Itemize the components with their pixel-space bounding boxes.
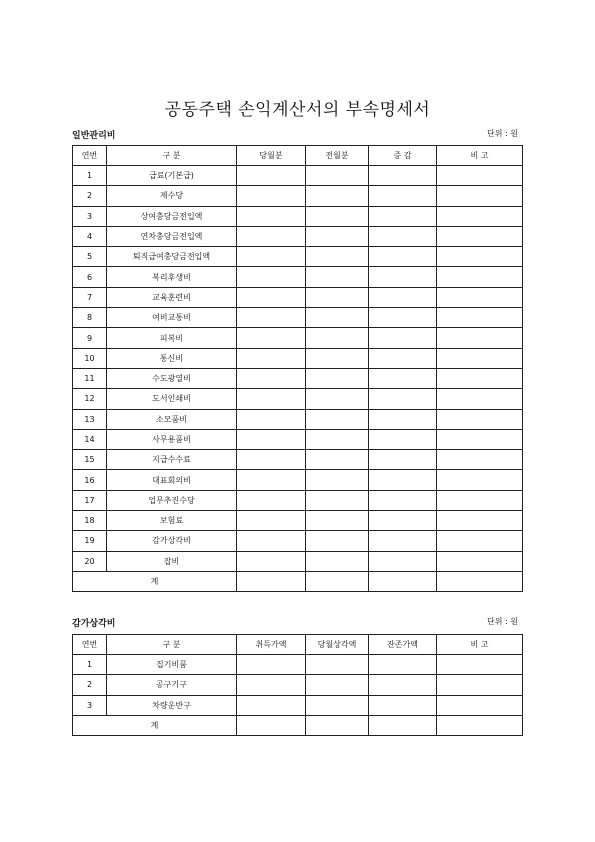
total-remarks-cell[interactable] [437,571,523,591]
column-header-current-month: 당월분 [237,146,306,166]
value-cell[interactable] [306,368,369,388]
page-title: 공동주택 손익계산서의 부속명세서 [164,100,431,120]
column-header-previous-month: 전월분 [306,146,369,166]
value-cell[interactable] [369,267,437,287]
row-item-name: 교육훈련비 [107,287,237,307]
remarks-cell[interactable] [437,389,523,409]
column-header-acquisition-cost: 취득가액 [237,635,306,655]
value-cell[interactable] [306,490,369,510]
value-cell[interactable] [306,247,369,267]
remarks-cell[interactable] [437,695,523,715]
row-number: 7 [73,287,107,307]
column-header-remarks: 비 고 [437,635,523,655]
row-number: 2 [73,675,107,695]
table-row [73,409,523,429]
remarks-cell[interactable] [437,450,523,470]
total-value-cell[interactable] [369,571,437,591]
total-label: 계 [73,571,237,591]
table-row [73,308,523,328]
table-row [73,186,523,206]
value-cell[interactable] [237,287,306,307]
row-item-name: 보험료 [107,511,237,531]
table-row [73,267,523,287]
value-cell[interactable] [237,470,306,490]
value-cell[interactable] [369,675,437,695]
value-cell[interactable] [237,186,306,206]
remarks-cell[interactable] [437,267,523,287]
row-item-name: 복리후생비 [107,267,237,287]
remarks-cell[interactable] [437,166,523,186]
value-cell[interactable] [306,166,369,186]
table-row [73,226,523,246]
remarks-cell[interactable] [437,490,523,510]
total-value-cell[interactable] [306,571,369,591]
value-cell[interactable] [306,308,369,328]
row-number: 8 [73,308,107,328]
row-item-name: 공구기구 [107,675,237,695]
table-row [73,511,523,531]
value-cell[interactable] [237,511,306,531]
value-cell[interactable] [369,409,437,429]
remarks-cell[interactable] [437,470,523,490]
row-item-name: 상여충당금전입액 [107,206,237,226]
value-cell[interactable] [306,226,369,246]
table-row [73,389,523,409]
value-cell[interactable] [369,368,437,388]
table-header-row [73,635,523,655]
unit-label: 단위 : 원 [487,129,518,138]
section-label: 감가상각비 [72,619,116,629]
row-item-name: 차량운반구 [107,695,237,715]
table-row [73,450,523,470]
value-cell[interactable] [306,429,369,449]
remarks-cell[interactable] [437,429,523,449]
value-cell[interactable] [237,551,306,571]
value-cell[interactable] [306,531,369,551]
row-number: 10 [73,348,107,368]
value-cell[interactable] [369,348,437,368]
value-cell[interactable] [237,206,306,226]
row-number: 16 [73,470,107,490]
value-cell[interactable] [369,511,437,531]
table-row [73,531,523,551]
remarks-cell[interactable] [437,551,523,571]
value-cell[interactable] [306,186,369,206]
value-cell[interactable] [369,531,437,551]
value-cell[interactable] [237,695,306,715]
table-row [73,695,523,715]
remarks-cell[interactable] [437,247,523,267]
value-cell[interactable] [369,551,437,571]
value-cell[interactable] [369,429,437,449]
row-item-name: 감가상각비 [107,531,237,551]
total-row [73,571,523,591]
table-header-row [73,146,523,166]
value-cell[interactable] [369,308,437,328]
row-item-name: 피복비 [107,328,237,348]
value-cell[interactable] [237,226,306,246]
table-row [73,287,523,307]
table-row [73,490,523,510]
value-cell[interactable] [306,511,369,531]
value-cell[interactable] [237,490,306,510]
row-number: 14 [73,429,107,449]
table-row [73,551,523,571]
row-number: 11 [73,368,107,388]
value-cell[interactable] [237,247,306,267]
section-header-general-admin [72,128,522,142]
row-item-name: 수도광열비 [107,368,237,388]
row-item-name: 사무용품비 [107,429,237,449]
value-cell[interactable] [306,206,369,226]
value-cell[interactable] [237,267,306,287]
total-label: 계 [73,715,237,735]
row-number: 4 [73,226,107,246]
remarks-cell[interactable] [437,348,523,368]
row-number: 3 [73,206,107,226]
table-row [73,368,523,388]
row-number: 18 [73,511,107,531]
remarks-cell[interactable] [437,655,523,675]
table-row [73,429,523,449]
unit-label: 단위 : 원 [487,617,518,626]
remarks-cell[interactable] [437,531,523,551]
value-cell[interactable] [306,470,369,490]
remarks-cell[interactable] [437,308,523,328]
value-cell[interactable] [237,655,306,675]
remarks-cell[interactable] [437,287,523,307]
remarks-cell[interactable] [437,409,523,429]
row-number: 17 [73,490,107,510]
table-row [73,655,523,675]
table-row [73,247,523,267]
row-number: 15 [73,450,107,470]
value-cell[interactable] [369,490,437,510]
value-cell[interactable] [306,675,369,695]
row-item-name: 집기비품 [107,655,237,675]
total-value-cell[interactable] [237,571,306,591]
section-header-depreciation [72,616,522,630]
value-cell[interactable] [369,287,437,307]
value-cell[interactable] [369,186,437,206]
value-cell[interactable] [306,328,369,348]
row-number: 9 [73,328,107,348]
general-admin-expense-table [72,145,523,592]
value-cell[interactable] [369,389,437,409]
value-cell[interactable] [306,348,369,368]
row-item-name: 업무추진수당 [107,490,237,510]
row-item-name: 대표회의비 [107,470,237,490]
value-cell[interactable] [306,389,369,409]
total-row [73,715,523,735]
table-row [73,328,523,348]
value-cell[interactable] [237,409,306,429]
row-item-name: 급료(기본급) [107,166,237,186]
row-number: 3 [73,695,107,715]
row-number: 2 [73,186,107,206]
value-cell[interactable] [369,450,437,470]
value-cell[interactable] [306,695,369,715]
value-cell[interactable] [237,429,306,449]
row-number: 12 [73,389,107,409]
value-cell[interactable] [237,328,306,348]
value-cell[interactable] [237,531,306,551]
value-cell[interactable] [369,695,437,715]
row-number: 6 [73,267,107,287]
remarks-cell[interactable] [437,206,523,226]
row-item-name: 연차충당금전입액 [107,226,237,246]
remarks-cell[interactable] [437,186,523,206]
column-header-residual-value: 잔존가액 [369,635,437,655]
row-item-name: 소모품비 [107,409,237,429]
value-cell[interactable] [306,409,369,429]
row-number: 13 [73,409,107,429]
remarks-cell[interactable] [437,226,523,246]
value-cell[interactable] [237,348,306,368]
remarks-cell[interactable] [437,328,523,348]
row-item-name: 퇴직급여충당금전입액 [107,247,237,267]
value-cell[interactable] [369,206,437,226]
row-number: 20 [73,551,107,571]
total-remarks-cell[interactable] [437,715,523,735]
table-row [73,348,523,368]
row-number: 1 [73,166,107,186]
remarks-cell[interactable] [437,511,523,531]
value-cell[interactable] [237,368,306,388]
column-header-category: 구 분 [107,146,237,166]
value-cell[interactable] [369,226,437,246]
column-header-change: 증 감 [369,146,437,166]
row-number: 1 [73,655,107,675]
column-header-remarks: 비 고 [437,146,523,166]
value-cell[interactable] [237,675,306,695]
depreciation-table [72,634,523,736]
value-cell[interactable] [237,450,306,470]
value-cell[interactable] [306,287,369,307]
row-item-name: 잡비 [107,551,237,571]
value-cell[interactable] [369,655,437,675]
value-cell[interactable] [369,328,437,348]
column-header-no: 연번 [73,146,107,166]
table-row [73,675,523,695]
value-cell[interactable] [237,389,306,409]
value-cell[interactable] [237,308,306,328]
column-header-category: 구 분 [107,635,237,655]
table-row [73,206,523,226]
value-cell[interactable] [369,247,437,267]
total-value-cell[interactable] [306,715,369,735]
value-cell[interactable] [369,470,437,490]
remarks-cell[interactable] [437,675,523,695]
column-header-no: 연번 [73,635,107,655]
row-number: 5 [73,247,107,267]
table-row [73,166,523,186]
total-value-cell[interactable] [237,715,306,735]
value-cell[interactable] [237,166,306,186]
remarks-cell[interactable] [437,368,523,388]
value-cell[interactable] [369,166,437,186]
value-cell[interactable] [306,267,369,287]
value-cell[interactable] [306,551,369,571]
row-item-name: 통신비 [107,348,237,368]
value-cell[interactable] [306,450,369,470]
section-label: 일반관리비 [72,131,116,141]
row-item-name: 여비교통비 [107,308,237,328]
total-value-cell[interactable] [369,715,437,735]
row-item-name: 지급수수료 [107,450,237,470]
row-item-name: 제수당 [107,186,237,206]
value-cell[interactable] [306,655,369,675]
row-item-name: 도서인쇄비 [107,389,237,409]
table-row [73,470,523,490]
column-header-monthly-depreciation: 당월상각액 [306,635,369,655]
row-number: 19 [73,531,107,551]
